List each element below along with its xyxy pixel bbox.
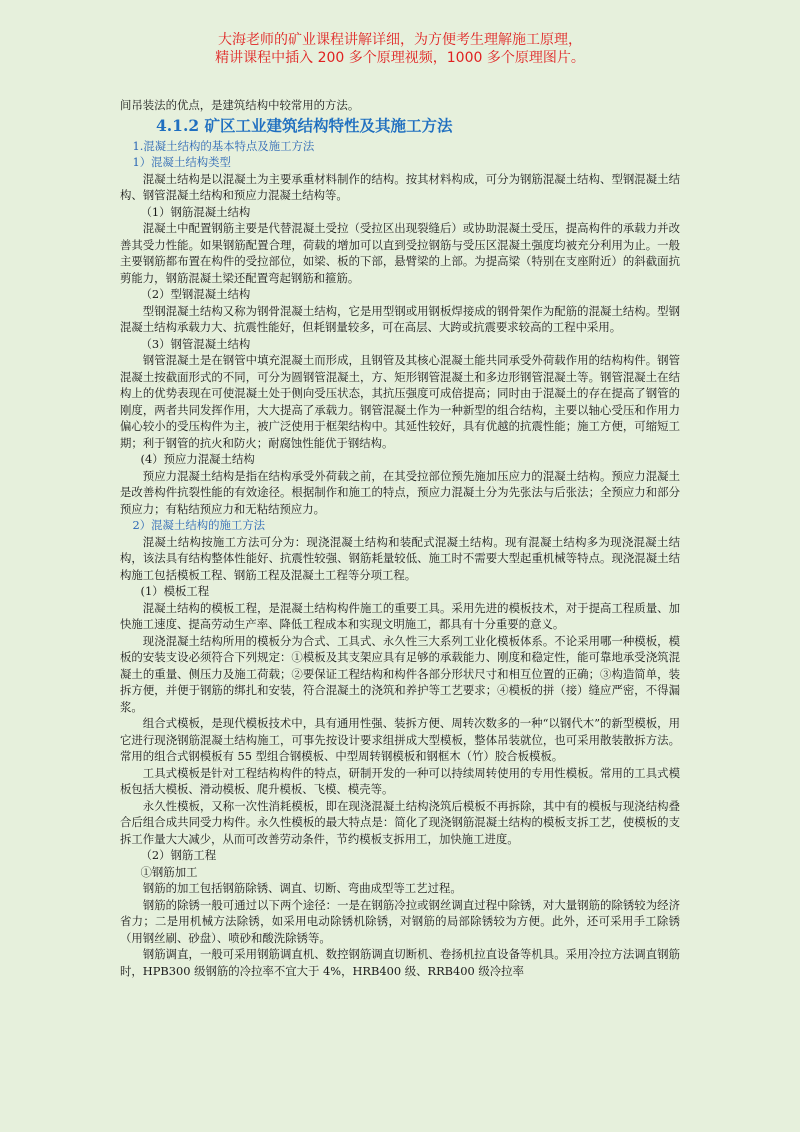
promo-banner: [0, 31, 800, 67]
paragraph: 钢筋的加工包括钢筋除锈、调直、切断、弯曲成型等工艺过程。: [142, 881, 462, 895]
document-body: [120, 97, 680, 979]
paragraph: 混凝土结构是以混凝土为主要承重材料制作的结构。按其材料构成，可分为钢筋混凝土结构、型钢混凝土结构、钢管混凝土结构和预应力混凝土结构等。: [120, 171, 680, 202]
paragraph: 混凝土结构的模板工程，是混凝土结构构件施工的重要工具。采用先进的模板技术，对于提高工程质量、加快施工速度、提高劳动生产率、降低工程成本和实现文明施工，都具有十分重要的意义。: [120, 600, 680, 631]
paragraph: （2）型钢混凝土结构: [140, 287, 251, 301]
paragraph: (4）预应力混凝土结构: [140, 452, 255, 466]
paragraph: 混凝土结构按施工方法可分为：现浇混凝土结构和装配式混凝土结构。现有混凝土结构多为现浇混凝土结构，该法具有结构整体性能好、抗震性较强、钢筋耗量较低、施工时不需要大型起重机械等特点。现浇混凝土结构施工包括模板工程、钢筋工程及混凝土工程等分项工程。: [120, 534, 680, 582]
paragraph: 混凝土中配置钢筋主要是代替混凝土受拉（受拉区出现裂缝后）或协助混凝土受压，提高构件的承载力并改善其受力性能。如果钢筋配置合理，荷载的增加可以直到受拉钢筋与受压区混凝土强度均被充分利用为止。一般主要钢筋都布置在构件的受拉部位，如梁、板的下部，悬臂梁的上部。为提高梁（特别在支座附近）的斜截面抗剪能力，钢筋混凝土梁还配置弯起钢筋和箍筋。: [120, 221, 680, 285]
paragraph: 组合式模板，是现代模板技术中，具有通用性强、装拆方便、周转次数多的一种“以钢代木”的新型模板，用它进行现浇钢筋混凝土结构施工，可事先按设计要求组拼成大型模板，整体吊装就位，也可采用散装散拆方法。常用的组合式钢模板有 55 型组合钢模板、中型周转钢模板和钢框木（竹）胶合板模板。: [120, 716, 680, 763]
banner-line-1: 大海老师的矿业课程讲解详细，为方便考生理解施工原理，: [218, 32, 582, 48]
paragraph: 预应力混凝土结构是指在结构承受外荷载之前，在其受拉部位预先施加压应力的混凝土结构。预应力混凝土是改善构件抗裂性能的有效途径。根据制作和施工的特点，预应力混凝土分为先张法与后张法；全预应力和部分预应力；有粘结预应力和无粘结预应力。: [120, 468, 680, 516]
section-heading: 4.1.2 矿区工业建筑结构特性及其施工方法: [156, 115, 453, 135]
paragraph: （2）钢筋工程: [140, 848, 217, 862]
paragraph: 现浇混凝土结构所用的模板分为合式、工具式、永久性三大系列工业化模板体系。不论采用哪一种模板，模板的安装支设必须符合下列规定：①模板及其支架应具有足够的承载能力、刚度和稳定性，能可靠地承受浇筑混凝土的重量、侧压力及施工荷载；②要保证工程结构和构件各部分形状尺寸和相互位置的正确；③构造简单，装拆方便，并便于钢筋的绑扎和安装，符合混凝土的浇筑和养护等工艺要求；④模板的拼（接）缝应严密，不得漏浆。: [120, 633, 680, 714]
paragraph: 钢筋调直，一般可采用钢筋调直机、数控钢筋调直切断机、卷扬机拉直设备等机具。采用冷拉方法调直钢筋时，HPB300 级钢筋的冷拉率不宜大于 4%，HRB400 级、RRB400 级冷拉率: [120, 947, 680, 978]
paragraph: 工具式模板是针对工程结构构件的特点，研制开发的一种可以持续周转使用的专用性模板。常用的工具式模板包括大模板、滑动模板、爬升模板、飞模、模壳等。: [120, 765, 680, 796]
banner-line-2: 精讲课程中插入 200 多个原理视频，1000 多个原理图片。: [215, 50, 585, 66]
paragraph: （3）钢管混凝土结构: [140, 336, 251, 351]
paragraph: 型钢混凝土结构又称为钢骨混凝土结构，它是用型钢或用钢板焊接成的钢骨架作为配筋的混凝土结构。型钢混凝土结构承载力大、抗震性能好，但耗钢量较多，可在高层、大跨或抗震要求较高的工程中采用。: [120, 303, 680, 334]
paragraph: 间吊装法的优点，是建筑结构中较常用的方法。: [120, 98, 360, 112]
paragraph: 永久性模板，又称一次性消耗模板，即在现浇混凝土结构浇筑后模板不再拆除，其中有的模板与现浇结构叠合后组合成共同受力构件。永久性模板的最大特点是：简化了现浇钢筋混凝土结构的模板支拆工艺，使模板的支拆工作量大大减少，从而可改善劳动条件，节约模板支拆用工，加快施工进度。: [120, 798, 680, 846]
paragraph: (1）模板工程: [140, 584, 210, 598]
paragraph: ①钢筋加工: [140, 864, 198, 879]
paragraph: 1）混凝土结构类型: [132, 155, 231, 169]
paragraph: 钢管混凝土是在钢管中填充混凝土而形成，且钢管及其核心混凝土能共同承受外荷载作用的结构构件。钢管混凝土按截面形式的不同，可分为圆钢管混凝土，方、矩形钢管混凝土和多边形钢管混凝土等。钢管混凝土在结构上的优势表现在可使混凝土处于侧向受压状态，其抗压强度可成倍提高；同时由于混凝土的存在提高了钢管的刚度，两者共同发挥作用，大大提高了承载力。钢管混凝土作为一种新型的组合结构，主要以轴心受压和作用力偏心较小的受压构件为主，被广泛使用于框架结构中。其延性较好，具有优越的抗震性能；施工方便，可缩短工期；利于钢管的抗火和防火；耐腐蚀性能优于钢结构。: [120, 353, 680, 450]
paragraph: 2）混凝土结构的施工方法: [132, 518, 266, 532]
paragraph: 钢筋的除锈一般可通过以下两个途径：一是在钢筋冷拉或钢丝调直过程中除锈，对大量钢筋的除锈较为经济省力；二是用机械方法除锈，如采用电动除锈机除锈，对钢筋的局部除锈较为方便。此外，还可采用手工除锈（用钢丝刷、砂盘）、喷砂和酸洗除锈等。: [120, 897, 680, 945]
paragraph: （1）钢筋混凝土结构: [140, 204, 251, 219]
paragraph: 1.混凝土结构的基本特点及施工方法: [132, 138, 315, 153]
